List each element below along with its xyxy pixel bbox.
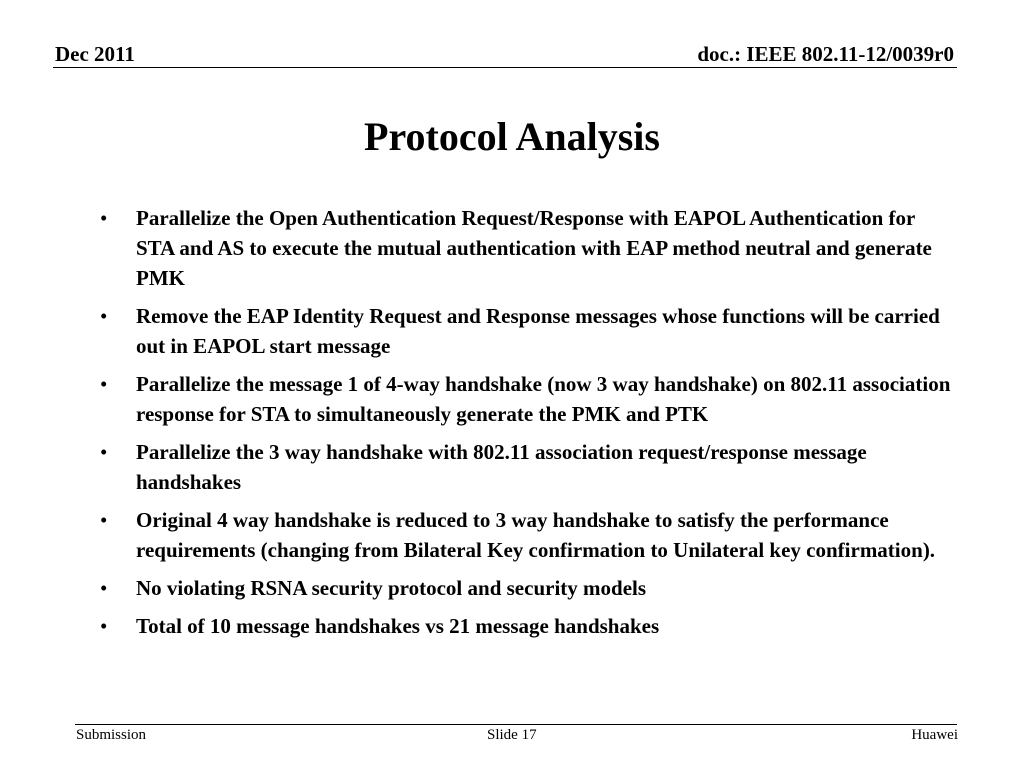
bullet-text: Parallelize the 3 way handshake with 802.11 association request/response message handshakes (136, 440, 867, 494)
bullet-list (95, 203, 955, 649)
bullet-item (95, 505, 955, 565)
bullet-text: No violating RSNA security protocol and security models (136, 576, 647, 600)
bullet-item (95, 203, 955, 293)
bullet-item (95, 573, 955, 603)
bullet-marker: • (100, 304, 108, 328)
bullet-marker: • (100, 576, 108, 600)
header-doc-id: doc.: IEEE 802.11-12/0039r0 (697, 42, 954, 66)
bullet-marker: • (100, 614, 108, 638)
bullet-text: Remove the EAP Identity Request and Response messages whose functions will be carried out in EAPOL start message (136, 304, 940, 358)
bullet-item (95, 611, 955, 641)
header-divider (53, 67, 957, 68)
bullet-text: Parallelize the Open Authentication Request/Response with EAPOL Authentication for STA and AS to execute the mutual authentication with EAP method neutral and generate PMK (136, 206, 932, 290)
bullet-marker: • (100, 508, 108, 532)
slide-title: Protocol Analysis (364, 114, 660, 159)
bullet-text: Original 4 way handshake is reduced to 3 way handshake to satisfy the performance requirements (changing from Bilateral Key confirmation to Unilateral key confirmation). (136, 508, 936, 562)
footer-divider (75, 724, 957, 725)
bullet-text: Total of 10 message handshakes vs 21 message handshakes (136, 614, 660, 638)
footer-submission: Submission (76, 727, 147, 743)
bullet-marker: • (100, 206, 108, 230)
footer-organization: Huawei (911, 727, 958, 743)
bullet-item (95, 369, 955, 429)
header-date: Dec 2011 (55, 42, 135, 66)
bullet-item (95, 301, 955, 361)
bullet-marker: • (100, 440, 108, 464)
footer-slide-number: Slide 17 (487, 727, 537, 743)
bullet-text: Parallelize the message 1 of 4-way handshake (now 3 way handshake) on 802.11 association response for STA to simultaneously generate the PMK and PTK (136, 372, 951, 426)
bullet-marker: • (100, 372, 108, 396)
bullet-item (95, 437, 955, 497)
